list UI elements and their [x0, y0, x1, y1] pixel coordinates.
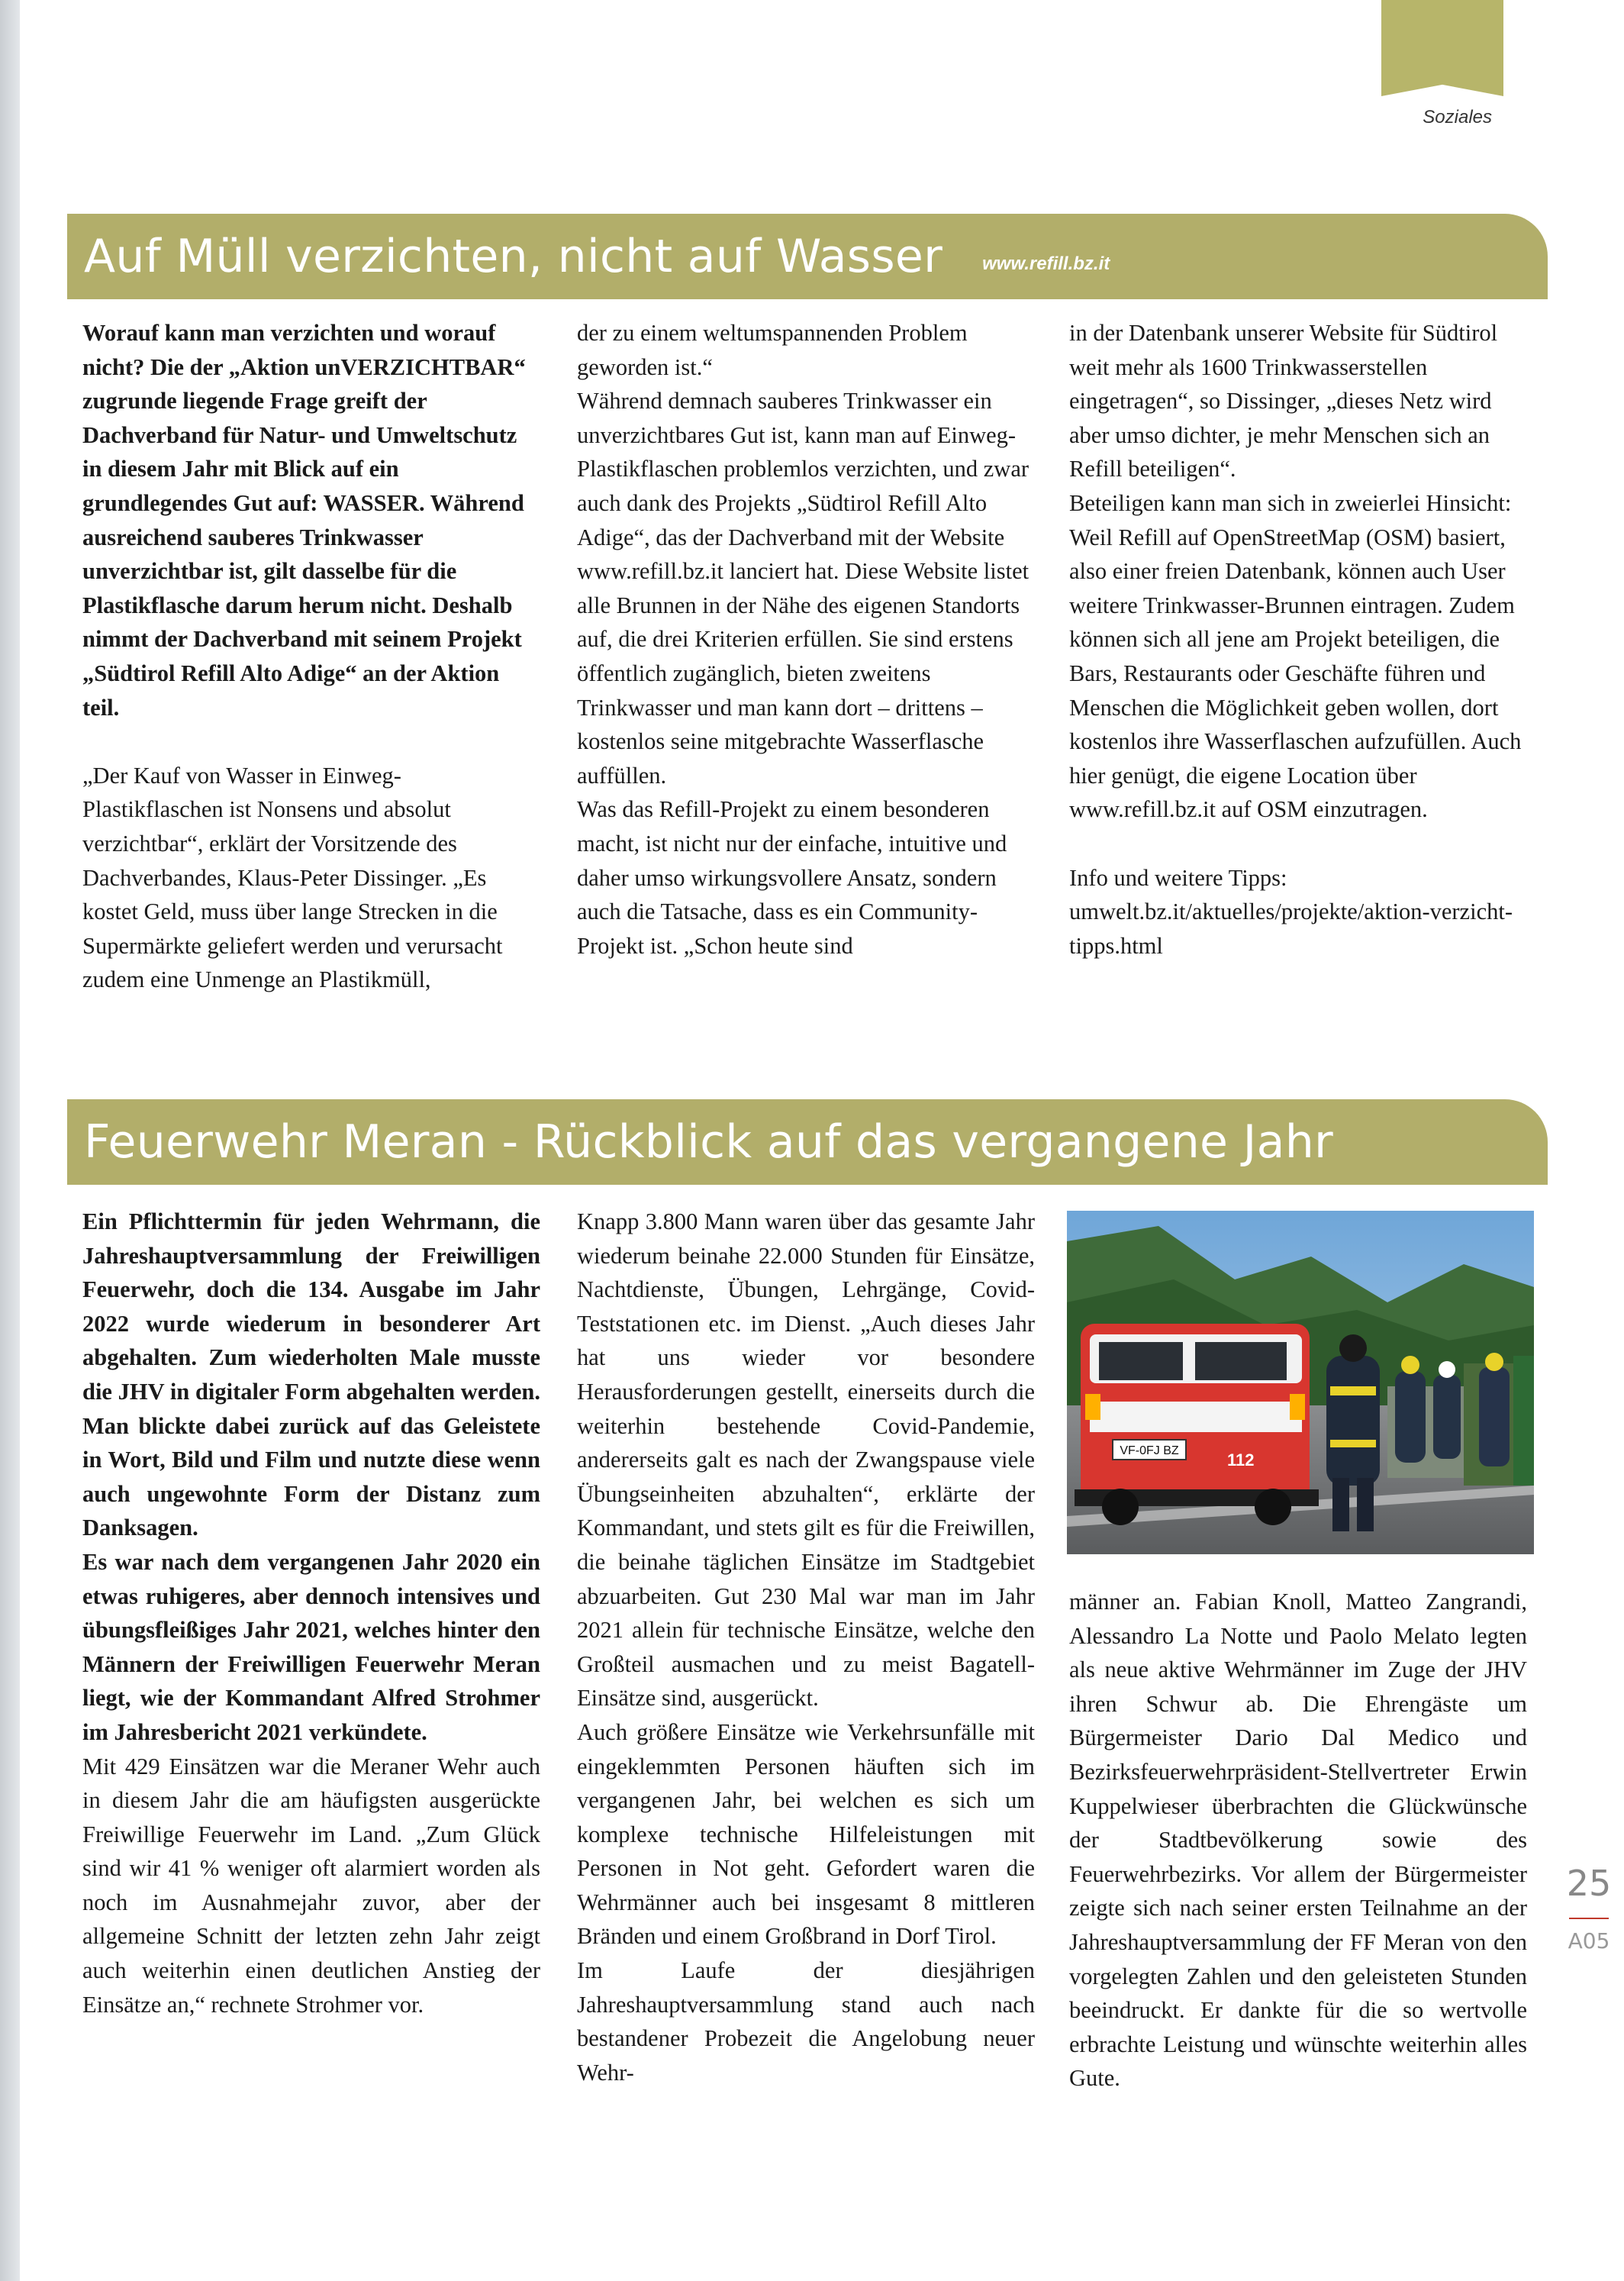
article1-column-1	[82, 316, 540, 997]
article1-banner	[67, 214, 1548, 299]
truck-unit-number: 112	[1227, 1450, 1255, 1470]
article2-title: Feuerwehr Meran - Rückblick auf das vergangene Jahr	[84, 1115, 1333, 1169]
section-label: Soziales	[1423, 107, 1492, 127]
article1-paragraph: Was das Refill-Projekt zu einem besonderen macht, ist nicht nur der einfache, intuitive und daher umso wirkungsvollere Ansatz, sondern auch die Tatsache, dass es ein Community-Projekt ist. „Schon heute sind	[577, 796, 1007, 959]
article2-column-3	[1069, 1585, 1527, 2095]
article1-paragraph: Beteiligen kann man sich in zweierlei Hinsicht: Weil Refill auf OpenStreetMap (OSM) basiert, also einer freien Datenbank, können auch User weitere Trinkwasser-Brunnen eintragen. Zudem können sich all jene am Projekt beteiligen, die Bars, Restaurants oder Geschäfte führen und Menschen die Möglichkeit geben wollen, dort kostenlos ihre Wasserflaschen aufzufüllen. Auch hier genügt, die eigene Location über www.refill.bz.it auf OSM einzutragen.	[1069, 489, 1522, 823]
article2-paragraph: Mit 429 Einsätzen war die Meraner Wehr auch in diesem Jahr die am häufigsten ausgerückte Freiwillige Feuerwehr im Land. „Zum Glück sind wir 41 % weniger oft alarmiert worden als noch im Ausnahmejahr zuvor, aber der allgemeine Schnitt der letzten zehn Jahr zeigt auch weiterhin einen deutlichen Anstieg der Einsätze an,“ rechnete Strohmer vor.	[82, 1753, 540, 2018]
page-edge	[0, 0, 20, 2281]
article1-column-3	[1069, 316, 1527, 963]
article2-lead: Es war nach dem vergangenen Jahr 2020 ein etwas ruhigeres, aber dennoch intensives und übungsfleißiges Jahr 2021, welches hinter den Männern der Freiwilligen Feuerwehr Meran liegt, wie der Kommandant Alfred Strohmer im Jahresbericht 2021 verkündete.	[82, 1548, 540, 1745]
section-tab	[1381, 0, 1503, 96]
article2-column-1	[82, 1205, 540, 2021]
license-plate: VF-0FJ BZ	[1120, 1444, 1179, 1457]
fire-truck-photo	[1067, 1211, 1534, 1554]
page-number: 25	[1566, 1863, 1612, 1904]
page-number-rule	[1569, 1918, 1609, 1919]
article2-lead: Ein Pflichttermin für jeden Wehrmann, die Jahreshauptversammlung der Freiwilligen Feuerwehr, doch die 134. Ausgabe im Jahr 2022 wurde wiederum in besonderer Art abgehalten. Zum wiederholten Male musste die JHV in digitaler Form abgehalten werden. Man blickte dabei zurück auf das Geleistete in Wort, Bild und Film und nutzte diese wenn auch ungewohnte Form der Distanz zum Danksagen.	[82, 1208, 540, 1541]
article2-paragraph: männer an. Fabian Knoll, Matteo Zangrandi, Alessandro La Notte und Paolo Melato legten als neue aktive Wehrmänner im Zuge der JHV ihren Schwur ab. Die Ehrengäste um Bürgermeister Dario Dal Medico und Bezirksfeuerwehrpräsident-Stellvertreter Erwin Kuppelwieser überbrachten die Glückwünsche der Stadtbevölkerung sowie des Feuerwehrbezirks. Vor allem der Bürgermeister zeigte sich nach seiner ersten Teilnahme an der Jahreshauptversammlung der FF Meran von den vorgelegten Zahlen und den geleisteten Stunden beeindruckt. Er dankte für die so wertvolle erbrachte Leistung und wünschte weiterhin alles Gute.	[1069, 1589, 1527, 2092]
article1-url[interactable]: www.refill.bz.it	[982, 253, 1110, 274]
article1-column-2	[577, 316, 1035, 963]
article2-paragraph: Knapp 3.800 Mann waren über das gesamte Jahr wiederum beinahe 22.000 Stunden für Einsätze, Nachtdienste, Übungen, Lehrgänge, Covid-Teststationen etc. im Dienst. „Auch dieses Jahr hat uns wieder vor besondere Herausforderungen gestellt, einerseits durch die weiterhin bestehende Covid-Pandemie, andererseits galt es nach der Zwangspause viele Übungseinheiten abzuhalten“, erklärte der Kommandant, und stets gilt es für die Freiwillen, die beinahe täglichen Einsätze im Stadtgebiet abzuarbeiten. Gut 230 Mal war man im Jahr 2021 allein für technische Einsätze, welche den Großteil ausmachen und zu meist Bagatell-Einsätze sind, ausgerückt.	[577, 1208, 1035, 1712]
article2-column-2	[577, 1205, 1035, 2089]
article1-paragraph: in der Datenbank unserer Website für Südtirol weit mehr als 1600 Trinkwasserstellen eingetragen“, so Dissinger, „dieses Netz wird aber umso dichter, je mehr Menschen sich an Refill beteiligen“.	[1069, 320, 1498, 482]
article1-title: Auf Müll verzichten, nicht auf Wasser	[84, 230, 943, 283]
article2-paragraph: Auch größere Einsätze wie Verkehrsunfälle mit eingeklemmten Personen häuften sich im vergangenen Jahr, bei welchen es sich um komplexe technische Hilfeleistungen mit Personen in Not geht. Gefordert waren die Wehrmänner auch bei insgesamt 8 mittleren Bränden und einem Großbrand in Dorf Tirol.	[577, 1718, 1035, 1950]
article1-paragraph: Während demnach sauberes Trinkwasser ein unverzichtbares Gut ist, kann man auf Einweg-Plastikflaschen problemlos verzichten, und zwar auch dank des Projekts „Südtirol Refill Alto Adige“, das der Dachverband mit der Website www.refill.bz.it lanciert hat. Diese Website listet alle Brunnen in der Nähe des eigenen Standorts auf, die drei Kriterien erfüllen. Sie sind erstens öffentlich zugänglich, bieten zweitens Trinkwasser und man kann dort – drittens – kostenlos seine mitgebrachte Wasserflasche auffüllen.	[577, 388, 1030, 789]
article1-paragraph: „Der Kauf von Wasser in Einweg-Plastikflaschen ist Nonsens und absolut verzichtbar“, erklärt der Vorsitzende des Dachverbandes, Klaus-Peter Dissinger. „Es kostet Geld, muss über lange Strecken in die Supermärkte geliefert werden und verursacht zudem eine Unmenge an Plastikmüll,	[82, 762, 503, 993]
article2-banner	[67, 1099, 1548, 1185]
article1-info: Info und weitere Tipps: umwelt.bz.it/aktuelles/projekte/aktion-verzicht-tipps.html	[1069, 864, 1513, 959]
article1-lead: Worauf kann man verzichten und worauf nicht? Die der „Aktion unVERZICHTBAR“ zugrunde liegende Frage greift der Dachverband für Natur- und Umweltschutz in diesem Jahr mit Blick auf ein grundlegendes Gut auf: WASSER. Während ausreichend sauberes Trinkwasser unverzichtbar ist, gilt dasselbe für die Plastikflasche darum herum nicht. Deshalb nimmt der Dachverband mit seinem Projekt „Südtirol Refill Alto Adige“ an der Aktion teil.	[82, 320, 526, 721]
article2-paragraph: Im Laufe der diesjährigen Jahreshauptversammlung stand auch nach bestandener Probezeit die Angelobung neuer Wehr-	[577, 1957, 1035, 2086]
article1-paragraph: der zu einem weltumspannenden Problem geworden ist.“	[577, 320, 968, 380]
page-code: A05	[1568, 1928, 1610, 1954]
